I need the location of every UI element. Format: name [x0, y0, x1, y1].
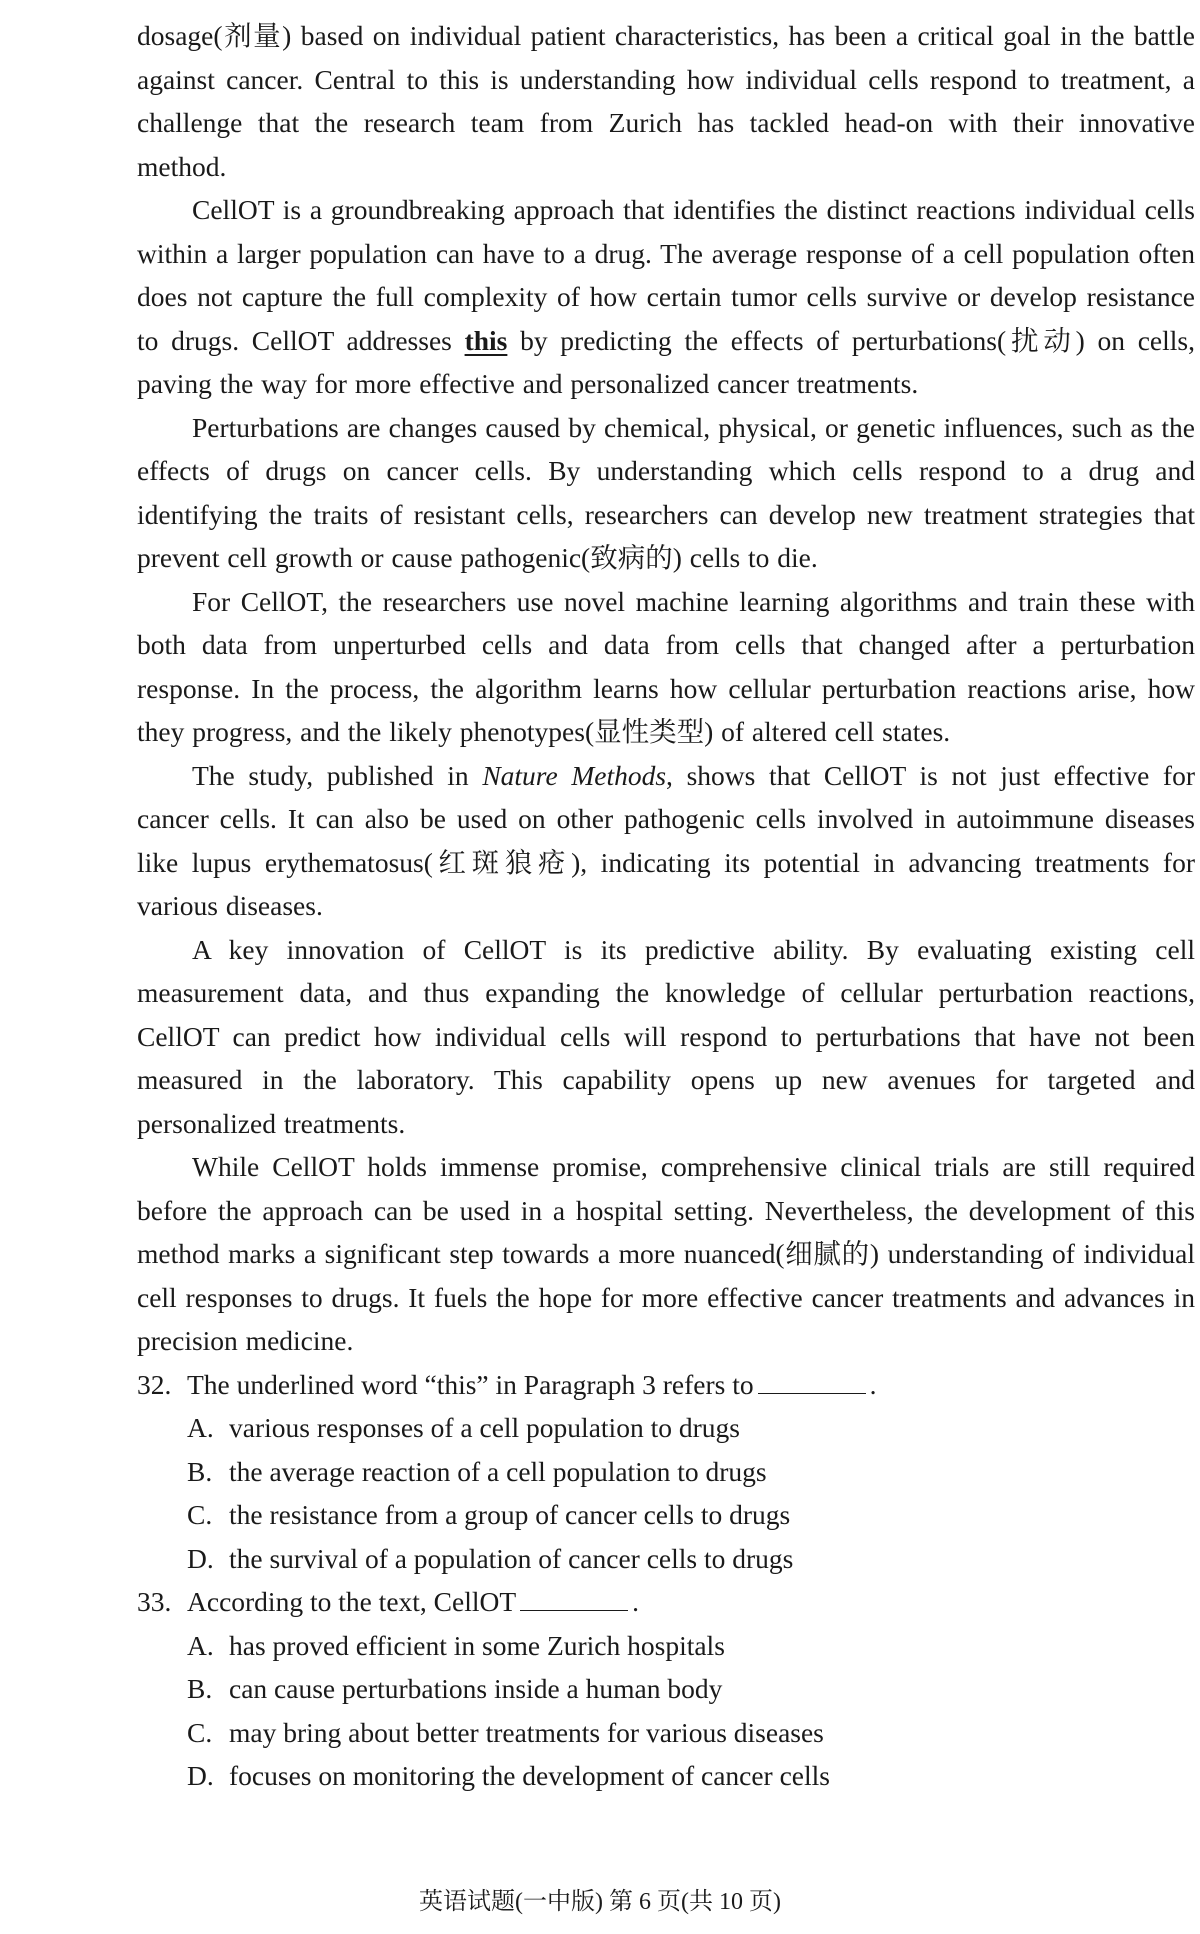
answer-option: [137, 1493, 1195, 1537]
question-text: According to the text, CellOT: [187, 1586, 517, 1617]
paragraph-text: While CellOT holds immense promise, comprehensive clinical trials are still required before the approach can be used in a hospital setting. Nevertheless, the development of this method marks a significant step towards a more nuanced(细腻的) understanding of individual cell responses to drugs. It fuels the hope for more effective cancer treatments and advances in precision medicine.: [137, 1151, 1195, 1356]
paragraph-text: A key innovation of CellOT is its predictive ability. By evaluating existing cell measurement data, and thus expanding the knowledge of cellular perturbation reactions, CellOT can predict how individual cells will respond to perturbations that have not been measured in the laboratory. This capability opens up new avenues for targeted and personalized treatments.: [137, 933, 1195, 1139]
option-text: has proved efficient in some Zurich hospitals: [229, 1629, 725, 1661]
paragraph-text: , shows that CellOT is not just effective for cancer cells. It can also be used on other pathogenic cells involved in autoimmune diseases like lupus erythematosus(红斑狼疮), indicating its potential in advancing treatments for various diseases.: [137, 759, 1195, 921]
passage-paragraph: [137, 14, 1195, 188]
question-end: .: [632, 1586, 640, 1617]
answer-option: [137, 1450, 1195, 1494]
option-letter: B.: [187, 1673, 213, 1704]
option-text: may bring about better treatments for various diseases: [229, 1716, 824, 1748]
answer-blank: [520, 1588, 628, 1611]
option-text: the survival of a population of cancer cells to drugs: [229, 1542, 794, 1574]
answer-option: [137, 1754, 1195, 1798]
passage-paragraph: [137, 580, 1195, 754]
page-footer: 英语试题(一中版) 第 6 页(共 10 页): [419, 1889, 781, 1915]
option-letter: A.: [187, 1412, 214, 1443]
paragraph-text: CellOT is a groundbreaking approach that identifies the distinct reactions individual cells within a larger population can have to a drug. The average response of a cell population often does not capture the full complexity of how certain tumor cells survive or develop resistance to drugs. CellOT addresses: [137, 194, 1195, 356]
exam-page: [137, 14, 1195, 1798]
answer-option: [137, 1711, 1195, 1755]
option-text: the average reaction of a cell population to drugs: [229, 1455, 767, 1487]
option-letter: A.: [187, 1629, 214, 1661]
paragraph-text: For CellOT, the researchers use novel machine learning algorithms and train these with both data from unperturbed cells and data from cells that changed after a perturbation response. In the process, the algorithm learns how cellular perturbation reactions arise, how they progress, and the likely phenotypes(显性类型) of altered cell states.: [137, 585, 1195, 747]
question-end: .: [869, 1368, 877, 1400]
reading-passage: [137, 14, 1195, 1363]
paragraph-text: The study, published in: [192, 759, 483, 791]
answer-option: [137, 1667, 1195, 1711]
question-list: [137, 1363, 1195, 1798]
answer-option: [137, 1537, 1195, 1581]
answer-option: [137, 1624, 1195, 1668]
option-letter: D.: [187, 1760, 214, 1791]
passage-paragraph: [137, 754, 1195, 928]
option-text: can cause perturbations inside a human body: [229, 1673, 723, 1704]
question-stem: [137, 1580, 1195, 1624]
option-letter: D.: [187, 1542, 214, 1574]
passage-paragraph: [137, 928, 1195, 1146]
option-letter: B.: [187, 1455, 213, 1487]
journal-title: Nature Methods: [482, 759, 667, 791]
passage-paragraph: [137, 406, 1195, 580]
paragraph-text: by predicting the effects of perturbations(扰动) on cells, paving the way for more effective and personalized cancer treatments.: [137, 324, 1195, 399]
passage-paragraph: [137, 188, 1195, 406]
underlined-word: this: [464, 324, 508, 356]
option-letter: C.: [187, 1716, 213, 1748]
answer-blank: [758, 1371, 866, 1394]
option-text: focuses on monitoring the development of cancer cells: [229, 1760, 830, 1791]
answer-option: [137, 1406, 1195, 1450]
question-number: 33.: [137, 1586, 172, 1617]
paragraph-text: Perturbations are changes caused by chemical, physical, or genetic influences, such as the effects of drugs on cancer cells. By understanding which cells respond to a drug and identifying the traits of resistant cells, researchers can develop new treatment strategies that prevent cell growth or cause pathogenic(致病的) cells to die.: [137, 411, 1195, 573]
option-text: the resistance from a group of cancer cells to drugs: [229, 1499, 791, 1530]
option-text: various responses of a cell population to drugs: [229, 1412, 740, 1443]
passage-paragraph: [137, 1145, 1195, 1363]
question-text: The underlined word “this” in Paragraph 3 refers to: [187, 1368, 754, 1400]
question-stem: [137, 1363, 1195, 1407]
option-letter: C.: [187, 1499, 213, 1530]
paragraph-text: dosage(剂量) based on individual patient characteristics, has been a critical goal in the battle against cancer. Central to this is understanding how individual cells respond to treatment, a challenge that the research team from Zurich has tackled head-on with their innovative method.: [137, 20, 1195, 182]
question-33: [137, 1580, 1195, 1798]
question-32: [137, 1363, 1195, 1581]
question-number: 32.: [137, 1368, 172, 1400]
